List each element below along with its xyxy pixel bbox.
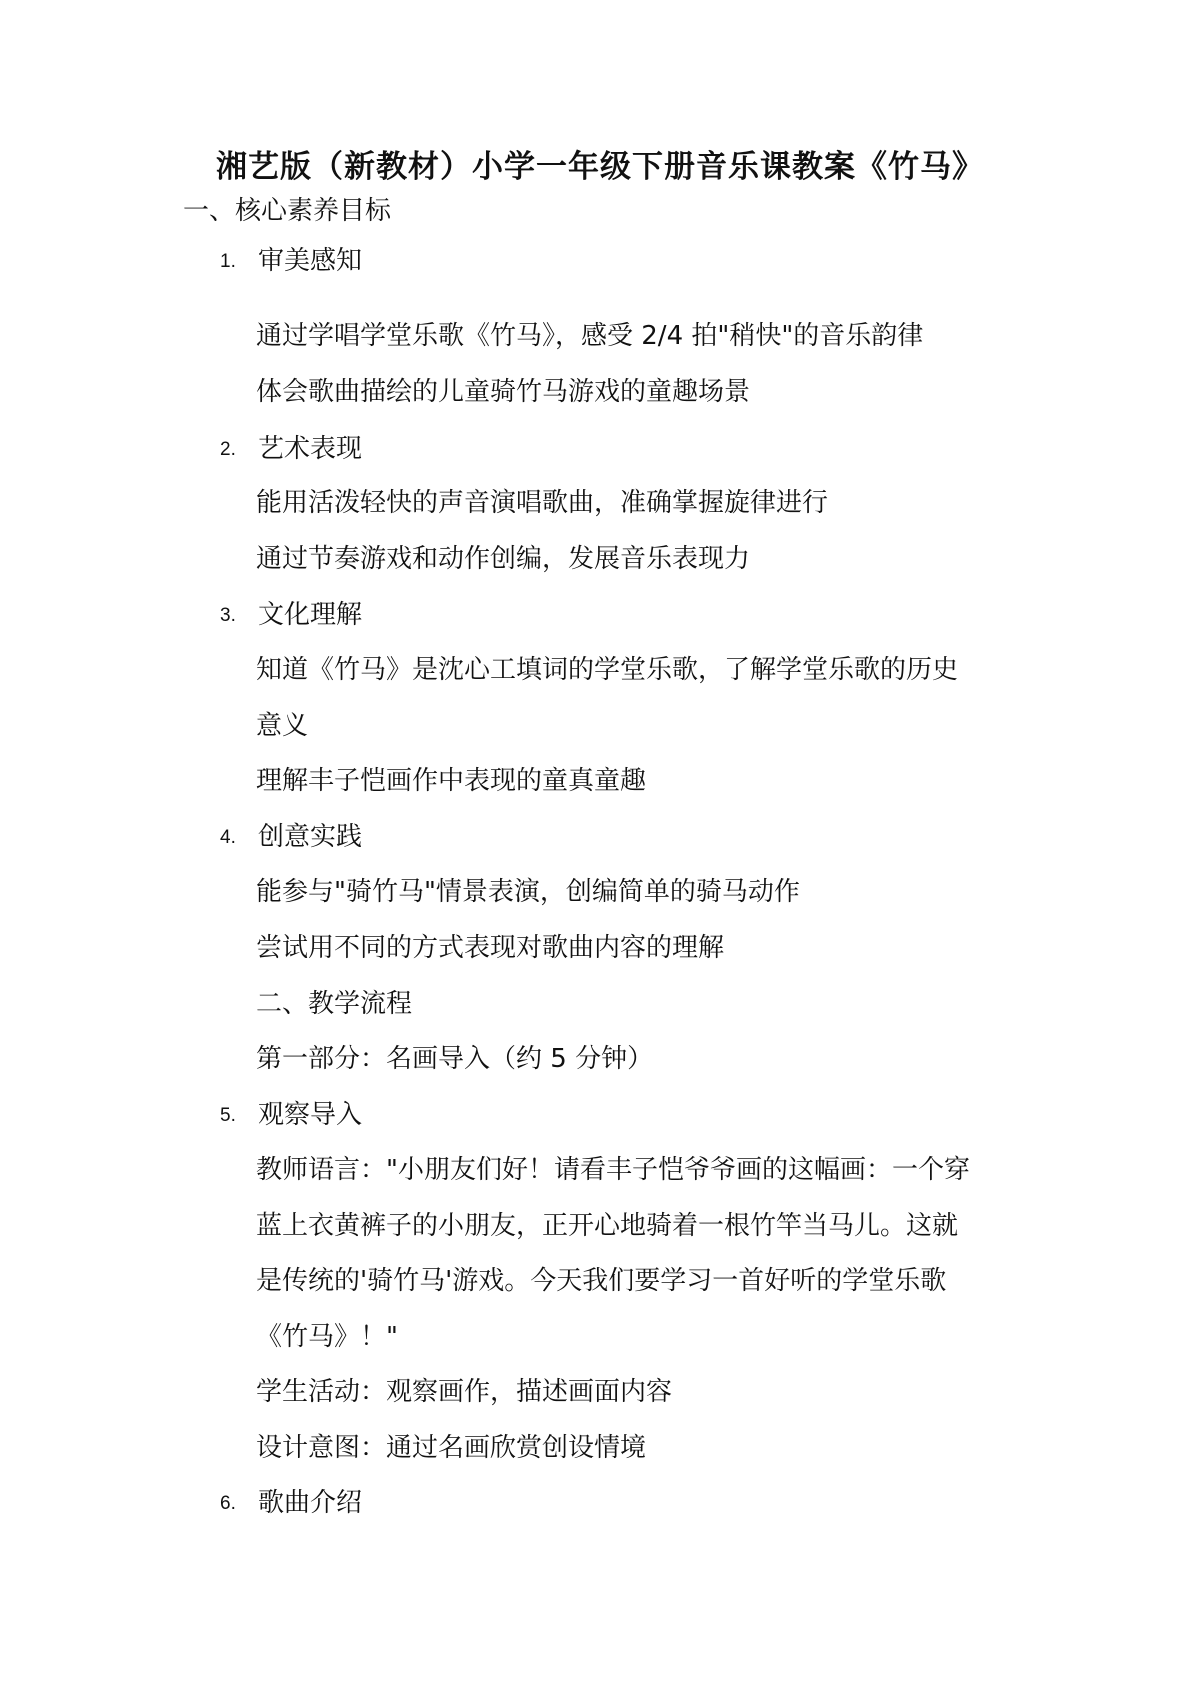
paragraph-line: 通过学唱学堂乐歌《竹马》，感受 2/4 拍"稍快"的音乐韵律 — [256, 321, 924, 351]
document-title: 湘艺版（新教材）小学一年级下册音乐课教案《竹马》 — [216, 149, 984, 185]
item-number: 3. — [220, 605, 236, 626]
numbered-item-5 — [220, 1096, 362, 1135]
paragraph-line: 教师语言："小朋友们好！请看丰子恺爷爷画的这幅画：一个穿 — [256, 1155, 970, 1185]
item-heading: 创意实践 — [258, 822, 363, 852]
item-heading: 审美感知 — [258, 246, 363, 276]
item-heading: 歌曲介绍 — [258, 1488, 363, 1518]
numbered-item-3 — [220, 596, 362, 635]
section-heading-objectives: 一、核心素养目标 — [183, 196, 392, 226]
numbered-item-1 — [220, 242, 362, 281]
item-number: 2. — [220, 439, 236, 460]
section-heading-teaching-process: 二、教学流程 — [256, 989, 413, 1019]
paragraph-line: 设计意图：通过名画欣赏创设情境 — [256, 1433, 647, 1463]
part-heading: 第一部分：名画导入（约 5 分钟） — [256, 1044, 654, 1074]
numbered-item-6 — [220, 1484, 362, 1523]
paragraph-line: 《竹马》！" — [256, 1322, 398, 1352]
item-heading: 文化理解 — [258, 600, 363, 630]
paragraph-line: 能参与"骑竹马"情景表演，创编简单的骑马动作 — [256, 877, 800, 907]
paragraph-line: 意义 — [256, 711, 309, 741]
item-number: 1. — [220, 251, 236, 272]
item-number: 4. — [220, 827, 236, 848]
paragraph-line: 理解丰子恺画作中表现的童真童趣 — [256, 766, 647, 796]
paragraph-line: 体会歌曲描绘的儿童骑竹马游戏的童趣场景 — [256, 377, 751, 407]
item-heading: 艺术表现 — [258, 434, 363, 464]
paragraph-line: 能用活泼轻快的声音演唱歌曲，准确掌握旋律进行 — [256, 488, 829, 518]
numbered-item-4 — [220, 818, 362, 857]
paragraph-line: 知道《竹马》是沈心工填词的学堂乐歌，了解学堂乐歌的历史 — [256, 655, 959, 685]
item-heading: 观察导入 — [258, 1100, 363, 1130]
item-number: 6. — [220, 1493, 236, 1514]
paragraph-line: 通过节奏游戏和动作创编，发展音乐表现力 — [256, 544, 751, 574]
item-number: 5. — [220, 1105, 236, 1126]
paragraph-line: 是传统的'骑竹马'游戏。今天我们要学习一首好听的学堂乐歌 — [256, 1266, 947, 1296]
paragraph-line: 蓝上衣黄裤子的小朋友，正开心地骑着一根竹竿当马儿。这就 — [256, 1211, 959, 1241]
numbered-item-2 — [220, 430, 362, 469]
paragraph-line: 学生活动：观察画作，描述画面内容 — [256, 1377, 673, 1407]
paragraph-line: 尝试用不同的方式表现对歌曲内容的理解 — [256, 933, 725, 963]
